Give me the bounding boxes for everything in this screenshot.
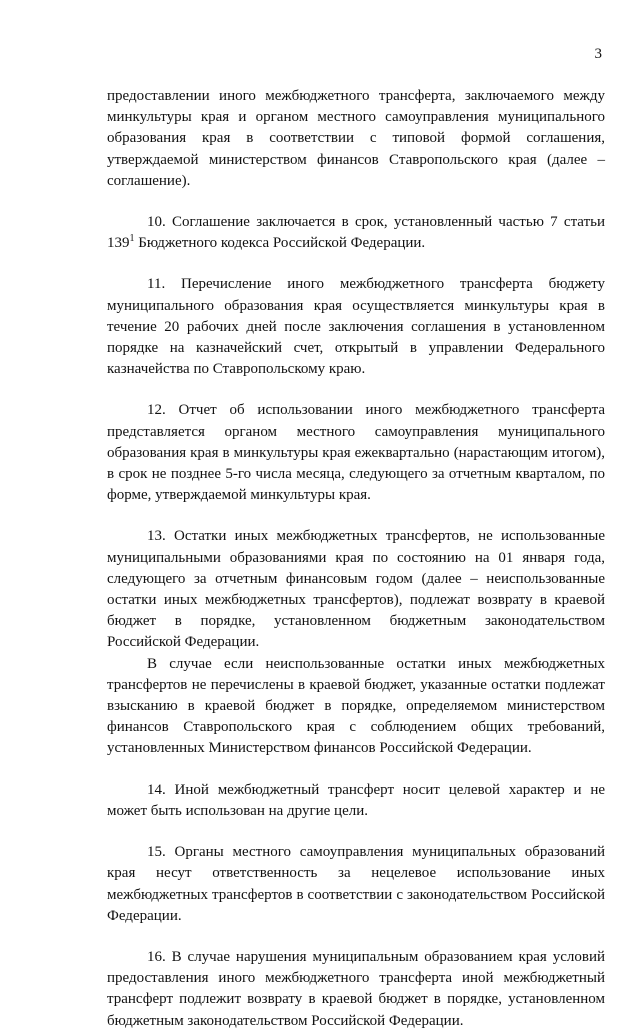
paragraph-10-text-a: 10. Соглашение заключается в срок, установленный частью 7 статьи 139: [107, 214, 605, 252]
paragraph-15: 15. Органы местного самоуправления муниципальных образований края несут ответственность за нецелевое использование иных межбюджетных трансфертов в соответствии с законодательством Российской Федерации.: [107, 844, 605, 924]
paragraph-10-superscript: 1: [129, 233, 135, 245]
paragraph-13-continued: В случае если неиспользованные остатки иных межбюджетных трансфертов не перечислены в краевой бюджет, указанные остатки подлежат взысканию в краевой бюджет в порядке, определяемом министерством финансов Ставропольского края с соблюдением общих требований, установленных Министерством финансов Российской Федерации.: [107, 655, 605, 757]
paragraph-10-text-b: Бюджетного кодекса Российской Федерации.: [134, 235, 426, 252]
paragraph-14: 14. Иной межбюджетный трансферт носит целевой характер и не может быть использован на другие цели.: [107, 781, 605, 819]
paragraph-10: [107, 212, 605, 254]
page-number: 3: [594, 46, 602, 62]
document-body: [107, 86, 605, 1032]
paragraph-11: 11. Перечисление иного межбюджетного трансферта бюджету муниципального образования края осуществляется минкультуры края в течение 20 рабочих дней после заключения соглашения в установленном порядке на казначейский счет, открытый в управлении Федерального казначейства по Ставропольскому краю.: [107, 276, 605, 378]
paragraph-16: 16. В случае нарушения муниципальным образованием края условий предоставления иного межбюджетного трансферта иной межбюджетный трансферт подлежит возврату в краевой бюджет в порядке, установленном бюджетным законодательством Российской Федерации.: [107, 948, 605, 1029]
paragraph-continuation: предоставлении иного межбюджетного трансферта, заключаемого между минкультуры края и органом местного самоуправления муниципального образования края в соответствии с типовой формой соглашения, утверждаемой министерством финансов Ставропольского края (далее – соглашение).: [107, 88, 605, 189]
paragraph-13: 13. Остатки иных межбюджетных трансфертов, не использованные муниципальными образованиями края по состоянию на 01 января года, следующего за отчетным финансовым годом (далее – неиспользованные остатки иных межбюджетных трансфертов), подлежат возврату в краевой бюджет в порядке, установленном бюджетным законодательством Российской Федерации.: [107, 528, 605, 651]
paragraph-12: 12. Отчет об использовании иного межбюджетного трансферта представляется органом местного самоуправления муниципального образования края в минкультуры края ежеквартально (нарастающим итогом), в срок не позднее 5-го числа месяца, следующего за отчетным кварталом, по форме, утверждаемой минкультуры края.: [107, 402, 605, 504]
